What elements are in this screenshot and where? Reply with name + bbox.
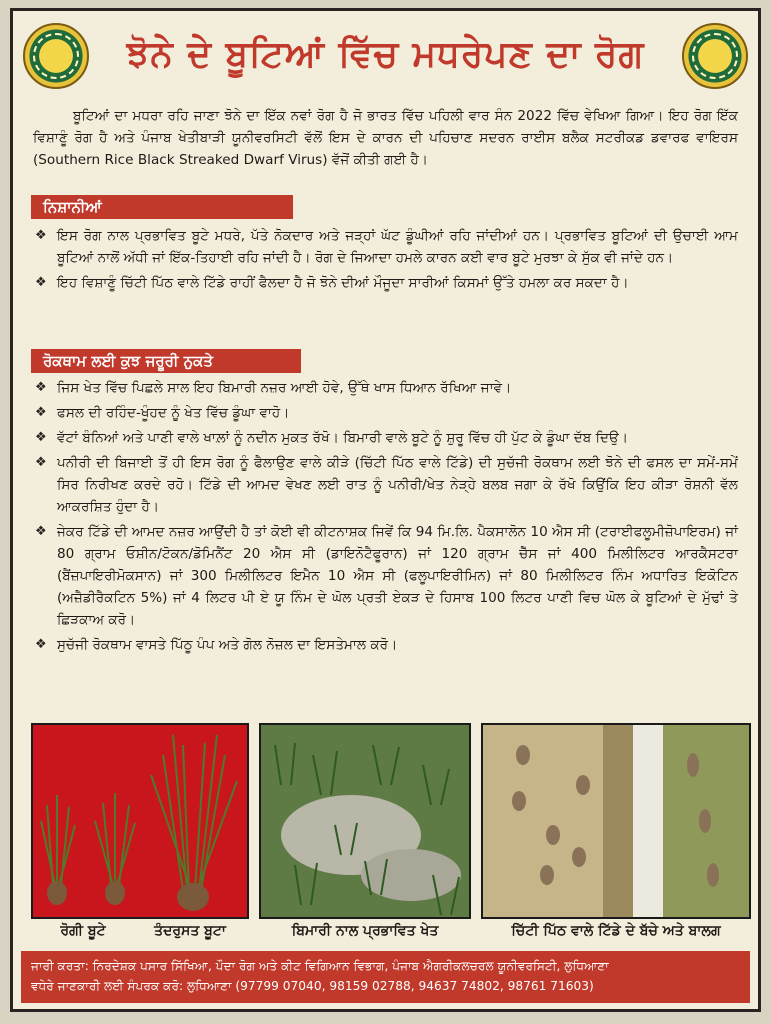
caption-healthy: ਤੰਦਰੁਸਤ ਬੂਟਾ: [154, 923, 226, 939]
diamond-bullet-icon: ❖: [35, 275, 47, 290]
list-item: ❖ ਸੁਚੱਜੀ ਰੋਕਥਾਮ ਵਾਸਤੇ ਪਿੱਠੂ ਪੰਪ ਅਤੇ ਗੋਲ ਨੋਜ਼ਲ ਦਾ ਇਸਤੇਮਾਲ ਕਰੋ।: [33, 634, 738, 656]
planthopper-photo: [481, 723, 751, 919]
list-item: ❖ ਜੇਕਰ ਟਿੱਡੇ ਦੀ ਆਮਦ ਨਜ਼ਰ ਆਉਂਦੀ ਹੈ ਤਾਂ ਕੋਈ ਵੀ ਕੀਟਨਾਸ਼ਕ ਜਿਵੇਂ ਕਿ 94 ਮਿ.ਲਿ. ਪੈਕਸਾਲੋਨ 10 ਐਸ ਸੀ (ਟਰਾਈਫਲੂਮੀਜ਼ੋਪਾਇਰਮ) ਜਾਂ 80 ਗ੍ਰਾਮ ਓਸ਼ੀਨ/ਟੋਕਨ/ਡੋਮਿਨੈਂਟ 20 ਐਸ ਸੀ (ਡਾਇਨੋਟੈਫੂਰਾਨ) ਜਾਂ 120 ਗ੍ਰਾਮ ਚੈੱਸ ਜਾਂ 400 ਮਿਲੀਲਿਟਰ ਆਰਕੈਸਟਰਾ (ਬੈਂਜ਼ਪਾਇਰੀਮੋਕਸਾਨ) ਜਾਂ 300 ਮਿਲੀਲਿਟਰ ਇਮੈਨ 10 ਐਸ ਸੀ (ਫਲੂਪਾਇਰੀਮਿਨ) ਜਾਂ 80 ਮਿਲੀਲਿਟਰ ਨਿੰਮ ਅਧਾਰਿਤ ਇਕੋਟਿਨ (ਅਜ਼ੈਡੀਰੈਕਟਿਨ 5%) ਜਾਂ 4 ਲਿਟਰ ਪੀ ਏ ਯੂ ਨਿੰਮ ਦੇ ਘੋਲ ਪ੍ਰਤੀ ਏਕੜ ਦੇ ਹਿਸਾਬ 100 ਲਿਟਰ ਪਾਣੀ ਵਿਚ ਘੋਲ ਕੇ ਬੂਟਿਆਂ ਦੇ ਮੁੱਢਾਂ ਤੇ ਛਿੜਕਾਅ ਕਰੋ।: [33, 521, 738, 631]
poster-title: ਝੋਨੇ ਦੇ ਬੂਟਿਆਂ ਵਿੱਚ ਮਧਰੇਪਣ ਦਾ ਰੋਗ: [126, 33, 645, 75]
diamond-bullet-icon: ❖: [35, 637, 47, 652]
pau-logo-left-icon: [23, 23, 89, 89]
affected-field-photo: [259, 723, 471, 919]
list-item: ❖ ਫਸਲ ਦੀ ਰਹਿੰਦ-ਖੂੰਹਦ ਨੂੰ ਖੇਤ ਵਿੱਚ ਡੂੰਘਾ ਵਾਹੋ।: [33, 402, 738, 424]
diamond-bullet-icon: ❖: [35, 524, 47, 539]
caption-insect: ਚਿੱਟੀ ਪਿੱਠ ਵਾਲੇ ਟਿੱਡੇ ਦੇ ਬੱਚੇ ਅਤੇ ਬਾਲਗ: [511, 923, 721, 939]
diseased-healthy-plants-photo: [31, 723, 249, 919]
footer-issuer: ਜਾਰੀ ਕਰਤਾ: ਨਿਰਦੇਸ਼ਕ ਪਸਾਰ ਸਿੱਖਿਆ, ਪੌਦਾ ਰੋਗ ਅਤੇ ਕੀਟ ਵਿਗਿਆਨ ਵਿਭਾਗ, ਪੰਜਾਬ ਐਗਰੀਕਲਚਰਲ ਯੂਨੀਵਰਸਿਟੀ, ਲੁਧਿਆਣਾ: [31, 959, 609, 973]
footer: [21, 951, 750, 1003]
list-item: ❖ ਵੱਟਾਂ ਬੰਨਿਆਂ ਅਤੇ ਪਾਣੀ ਵਾਲੇ ਖਾਲ਼ਾਂ ਨੂੰ ਨਦੀਨ ਮੁਕਤ ਰੱਖੋ। ਬਿਮਾਰੀ ਵਾਲੇ ਬੂਟੇ ਨੂੰ ਸ਼ੁਰੂ ਵਿੱਚ ਹੀ ਪੁੱਟ ਕੇ ਡੂੰਘਾ ਦੱਬ ਦਿਉ।: [33, 427, 738, 449]
symptoms-list: [33, 225, 738, 297]
list-item: ❖ ਇਹ ਵਿਸ਼ਾਣੂੰ ਚਿੱਟੀ ਪਿੱਠ ਵਾਲੇ ਟਿੱਡੇ ਰਾਹੀਂ ਫੈਲਦਾ ਹੈ ਜੋ ਝੋਨੇ ਦੀਆਂ ਮੌਜੂਦਾ ਸਾਰੀਆਂ ਕਿਸਮਾਂ ਉੱਤੇ ਹਮਲਾ ਕਰ ਸਕਦਾ ਹੈ।: [33, 272, 738, 294]
prevention-list: [33, 377, 738, 659]
symptoms-heading: ਨਿਸ਼ਾਨੀਆਂ: [31, 195, 293, 219]
caption-diseased: ਰੋਗੀ ਬੂਟੇ: [60, 923, 106, 939]
diamond-bullet-icon: ❖: [35, 405, 47, 420]
caption-field: ਬਿਮਾਰੀ ਨਾਲ ਪ੍ਰਭਾਵਿਤ ਖੇਤ: [291, 923, 439, 939]
diamond-bullet-icon: ❖: [35, 380, 47, 395]
list-item: ❖ ਪਨੀਰੀ ਦੀ ਬਿਜਾਈ ਤੋਂ ਹੀ ਇਸ ਰੋਗ ਨੂੰ ਫੈਲਾਉਣ ਵਾਲੇ ਕੀੜੇ (ਚਿੱਟੀ ਪਿੱਠ ਵਾਲੇ ਟਿੱਡੇ) ਦੀ ਸੁਚੱਜੀ ਰੋਕਥਾਮ ਲਈ ਝੋਨੇ ਦੀ ਫਸਲ ਦਾ ਸਮੇਂ-ਸਮੇਂ ਸਿਰ ਨਿਰੀਖਣ ਕਰਦੇ ਰਹੋ। ਟਿੱਡੇ ਦੀ ਆਮਦ ਵੇਖਣ ਲਈ ਰਾਤ ਨੂੰ ਪਨੀਰੀ/ਖੇਤ ਨੇੜ੍ਹੇ ਬਲਬ ਜਗਾ ਕੇ ਰੱਖੋ ਕਿਉਂਕਿ ਇਹ ਕੀੜਾ ਰੋਸ਼ਨੀ ਵੱਲ ਆਕਰਸ਼ਿਤ ਹੁੰਦਾ ਹੈ।: [33, 452, 738, 518]
prevention-heading: ਰੋਕਥਾਮ ਲਈ ਕੁਝ ਜਰੂਰੀ ਨੁਕਤੇ: [31, 349, 301, 373]
list-item: ❖ ਇਸ ਰੋਗ ਨਾਲ ਪ੍ਰਭਾਵਿਤ ਬੂਟੇ ਮਧਰੇ, ਪੱਤੇ ਨੋਕਦਾਰ ਅਤੇ ਜੜ੍ਹਾਂ ਘੱਟ ਡੂੰਘੀਆਂ ਰਹਿ ਜਾਂਦੀਆਂ ਹਨ। ਪ੍ਰਭਾਵਿਤ ਬੂਟਿਆਂ ਦੀ ਉਚਾਈ ਆਮ ਬੂਟਿਆਂ ਨਾਲੋਂ ਅੱਧੀ ਜਾਂ ਇੱਕ-ਤਿਹਾਈ ਰਹਿ ਜਾਂਦੀ ਹੈ। ਰੋਗ ਦੇ ਜਿਆਦਾ ਹਮਲੇ ਕਾਰਨ ਕਈ ਵਾਰ ਬੂਟੇ ਮੁਰਝਾ ਕੇ ਸੁੱਕ ਵੀ ਜਾਂਦੇ ਹਨ।: [33, 225, 738, 269]
poster: [10, 8, 761, 1012]
list-item: ❖ ਜਿਸ ਖੇਤ ਵਿੱਚ ਪਿਛਲੇ ਸਾਲ ਇਹ ਬਿਮਾਰੀ ਨਜ਼ਰ ਆਈ ਹੋਵੇ, ਉੱਥੇ ਖਾਸ ਧਿਆਨ ਰੱਖਿਆ ਜਾਵੇ।: [33, 377, 738, 399]
diamond-bullet-icon: ❖: [35, 455, 47, 470]
pau-logo-right-icon: [682, 23, 748, 89]
diamond-bullet-icon: ❖: [35, 430, 47, 445]
footer-contact: ਵਧੇਰੇ ਜਾਣਕਾਰੀ ਲਈ ਸੰਪਰਕ ਕਰੋ: ਲੁਧਿਆਣਾ (97799 07040, 98159 02788, 94637 74802, 98761 71603): [31, 979, 594, 993]
intro-text: ਬੂਟਿਆਂ ਦਾ ਮਧਰਾ ਰਹਿ ਜਾਣਾ ਝੋਨੇ ਦਾ ਇੱਕ ਨਵਾਂ ਰੋਗ ਹੈ ਜੋ ਭਾਰਤ ਵਿੱਚ ਪਹਿਲੀ ਵਾਰ ਸੰਨ 2022 ਵਿੱਚ ਵੇਖਿਆ ਗਿਆ। ਇਹ ਰੋਗ ਇੱਕ ਵਿਸ਼ਾਣੂੰ ਰੋਗ ਹੈ ਅਤੇ ਪੰਜਾਬ ਖੇਤੀਬਾੜੀ ਯੂਨੀਵਰਸਿਟੀ ਵੱਲੋਂ ਇਸ ਦੇ ਕਾਰਨ ਦੀ ਪਹਿਚਾਣ ਸਦਰਨ ਰਾਈਸ ਬਲੈਕ ਸਟਰੀਕਡ ਡਵਾਰਫ ਵਾਇਰਸ (Southern Rice Black Streaked Dwarf Virus) ਵੱਜੋਂ ਕੀਤੀ ਗਈ ਹੈ।: [33, 108, 738, 168]
intro-paragraph: [33, 105, 738, 171]
diamond-bullet-icon: ❖: [35, 228, 47, 243]
